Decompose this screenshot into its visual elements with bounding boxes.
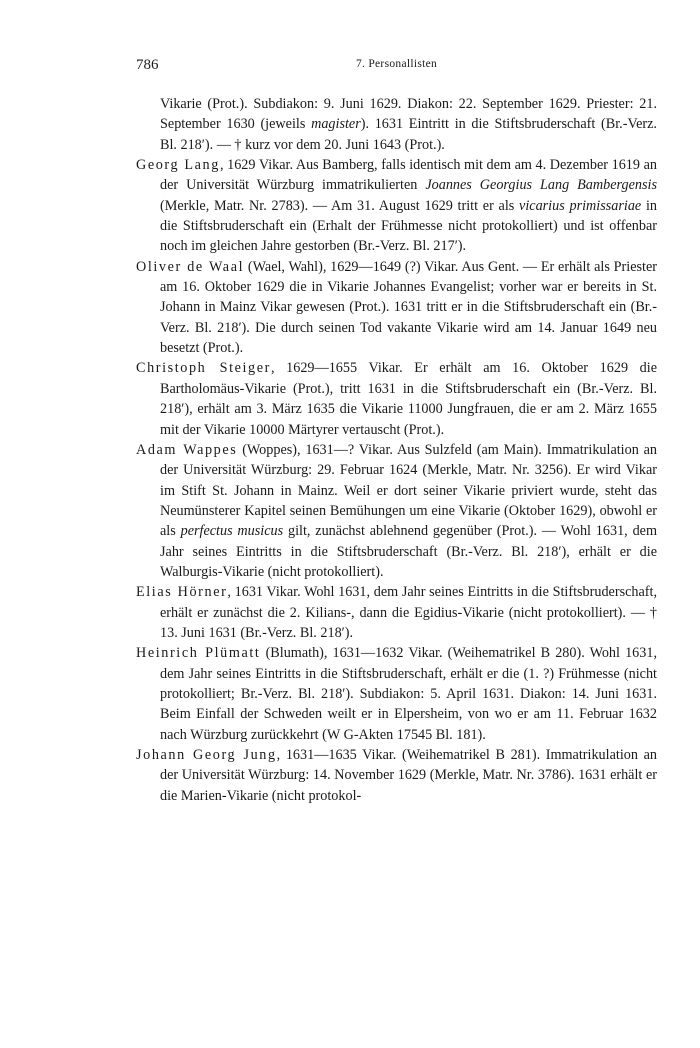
running-title: 7. Personallisten (355, 58, 438, 70)
entry-text: (Woppes), 1631—? Vikar. Aus Sulzfeld (am Main). Immatrikulation an der Universität Würzburg: 29. Februar 1624 (Merkle, Matr. Nr. 3256). Er wird Vikar im Stift St. Johann in Mainz. Weil er dort seiner Vikarie priviert wurde, steht das Neumünsterer Kapitel seinen Bemühungen um eine Vikarie (Oktober 1629), obwohl er als perfectus musicus gilt, zunächst ablehnend gegenüber (Prot.). — Wohl 1631, dem Jahr seines Eintritts in die Stiftsbruderschaft (Br.-Verz. Bl. 218′), erhält er die Walburgis-Vikarie (nicht protokolliert). (160, 441, 658, 580)
page-number: 786 (136, 57, 159, 73)
entry-georg-lang (136, 155, 657, 257)
page-header (136, 57, 657, 77)
entry-elias-hoerner (136, 582, 657, 643)
entry-heinrich-pluematt (136, 643, 657, 745)
entry-text: , 1629—1655 Vikar. Er erhält am 16. Oktober 1629 die Bartholomäus-Vikarie (Prot.), tritt 1631 in die Stiftsbruderschaft ein (Br.-Verz. Bl. 218′), erhält am 3. März 1635 die Vikarie 11000 Jungfrauen, die er am 2. März 1655 mit der Vikarie 10000 Märtyrer vertauscht (Prot.). (160, 360, 657, 438)
entry-name: Georg Lang (136, 157, 220, 174)
entry-name: Adam Wappes (136, 441, 238, 458)
entry-adam-wappes (136, 440, 657, 582)
entry-name: Johann Georg Jung (136, 747, 277, 763)
entry-christoph-steiger (136, 358, 657, 439)
entry-text: , 1631 Vikar. Wohl 1631, dem Jahr seines Eintritts in die Stiftsbruderschaft, erhält er zunächst die 2. Kilians-, dann die Egidius-Vikarie (nicht protokolliert). — † 13. Juni 1631 (Br.-Verz. Bl. 218′). (160, 584, 657, 641)
entry-name: Heinrich Plümatt (136, 645, 261, 662)
entry-johann-georg-jung (136, 745, 657, 806)
entry-text: , 1631—1635 Vikar. (Weihematrikel B 281). Immatrikulation an der Universität Würzburg: 14. November 1629 (Merkle, Matr. Nr. 3786). 1631 erhält er die Marien-Vikarie (nicht protokol- (160, 747, 657, 804)
entry-name: Oliver de Waal (136, 258, 245, 275)
entry-text: , 1629 Vikar. Aus Bamberg, falls identisch mit dem am 4. Dezember 1619 an der Universität Würzburg immatrikulierten Joannes Georgius Lang Bambergensis (Merkle, Matr. Nr. 2783). — Am 31. August 1629 tritt er als vicarius primissariae in die Stiftsbruderschaft ein (Erhalt der Frühmesse nicht protokolliert) und ist offenbar noch im gleichen Jahre gestorben (Br.-Verz. Bl. 217′). (160, 157, 657, 255)
entry-text: (Blumath), 1631—1632 Vikar. (Weihematrikel B 280). Wohl 1631, dem Jahr seines Eintritts in die Stiftsbruderschaft, erhält er die (1. ?) Frühmesse (nicht protokolliert; Br.-Verz. Bl. 218′). Subdiakon: 5. April 1631. Diakon: 14. Juni 1631. Beim Einfall der Schweden weilt er in Elpersheim, von wo er am 11. Februar 1632 nach Würzburg zurückkehrt (W G-Akten 17545 Bl. 181). (160, 645, 657, 743)
entry-text: Vikarie (Prot.). Subdiakon: 9. Juni 1629. Diakon: 22. September 1629. Priester: 21. September 1630 (jeweils magister). 1631 Eintritt in die Stiftsbruderschaft (Br.-Verz. Bl. 218′). — † kurz vor dem 20. Juni 1643 (Prot.). (160, 96, 657, 153)
entry-name: Elias Hörner (136, 584, 228, 601)
entry-name: Christoph Steiger (136, 360, 271, 377)
entry-continuation (136, 94, 657, 155)
entry-oliver-de-waal (136, 257, 657, 359)
entry-list (136, 94, 657, 806)
entry-text: (Wael, Wahl), 1629—1649 (?) Vikar. Aus Gent. — Er erhält als Priester am 16. Oktober 1629 die in Vikarie Johannes Evangelist; vorher war er bereits in St. Johann in Mainz Vikar gewesen (Prot.). 1631 tritt er in die Stiftsbruderschaft ein (Br.-Verz. Bl. 218′). Die durch seinen Tod vakante Vikarie wird am 14. Januar 1649 neu besetzt (Prot.). (160, 258, 657, 357)
